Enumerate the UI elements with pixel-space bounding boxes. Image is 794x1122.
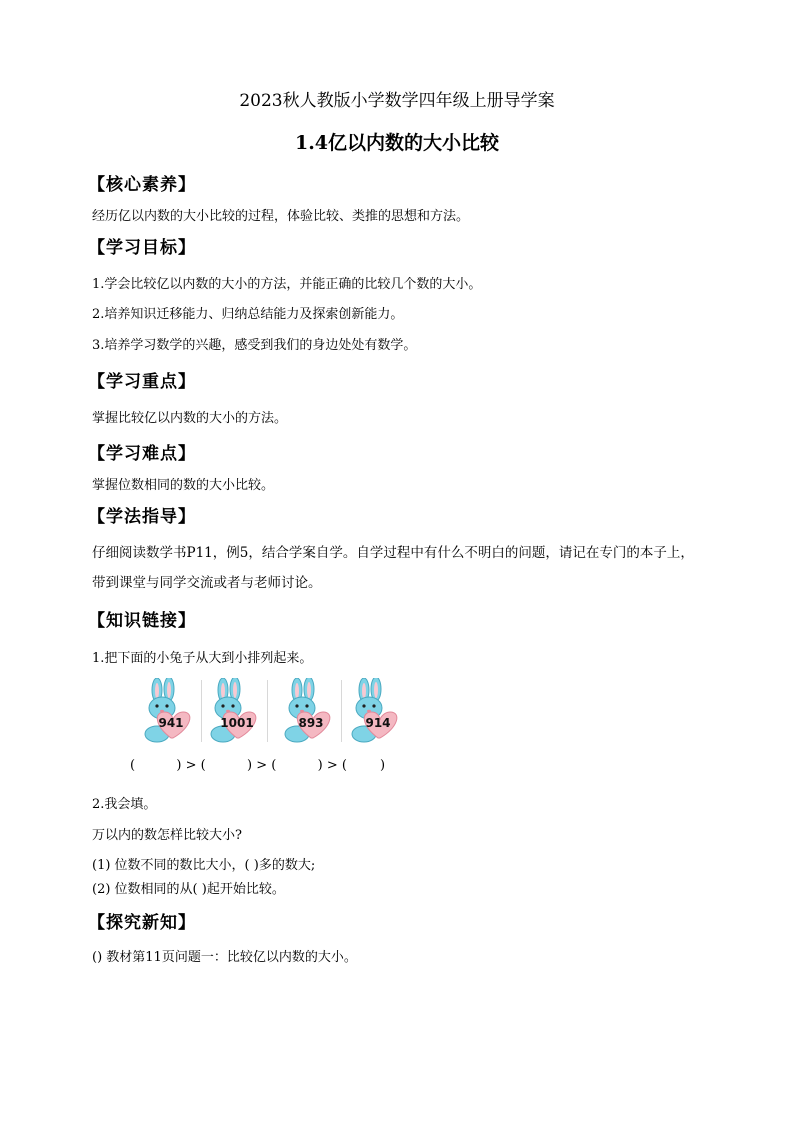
card-divider [267, 680, 268, 742]
ordering-blanks: ( ) > ( ) > ( ) > ( ) [130, 758, 386, 773]
heading-key: 【学习重点】 [88, 372, 196, 392]
bunny-number: 1001 [220, 716, 254, 730]
guide-line: 带到课堂与同学交流或者与老师讨论。 [92, 575, 322, 591]
fill-item: (2) 位数相同的从( )起开始比较。 [92, 882, 285, 897]
heading-difficulty: 【学习难点】 [88, 444, 196, 464]
heading-core: 【核心素养】 [88, 175, 196, 195]
key-text: 掌握比较亿以内数的大小的方法。 [92, 411, 288, 426]
goal-item: 3.培养学习数学的兴趣，感受到我们的身边处处有数学。 [92, 338, 417, 353]
guide-line: 仔细阅读数学书P11，例5，结合学案自学。自学过程中有什么不明白的问题，请记在专门的本子上， [92, 545, 694, 561]
goal-item: 2.培养知识迁移能力、归纳总结能力及探索创新能力。 [92, 307, 404, 322]
bunny-number: 893 [298, 716, 324, 730]
fill-item: (1) 位数不同的数比大小，( )多的数大; [92, 858, 316, 873]
question-1: 1.把下面的小兔子从大到小排列起来。 [92, 651, 313, 666]
bunny-card [135, 678, 197, 744]
bunny-card [342, 678, 404, 744]
bunny-icon [342, 678, 404, 744]
question-2-prompt: 万以内的数怎样比较大小? [92, 828, 242, 843]
heading-explore: 【探究新知】 [88, 913, 196, 933]
bunny-icon [135, 678, 197, 744]
bunny-number: 914 [365, 716, 391, 730]
explore-text: () 教材第11页问题一：比较亿以内数的大小。 [92, 950, 357, 965]
document-title: 2023秋人教版小学数学四年级上册导学案 [239, 91, 555, 111]
heading-goals: 【学习目标】 [88, 238, 196, 258]
bunny-icon [201, 678, 263, 744]
core-text: 经历亿以内数的大小比较的过程，体验比较、类推的思想和方法。 [92, 209, 470, 224]
lesson-title: 1.4亿以内数的大小比较 [294, 132, 500, 154]
bunny-cards [135, 678, 425, 744]
heading-link: 【知识链接】 [88, 611, 196, 631]
bunny-card [275, 678, 337, 744]
question-2: 2.我会填。 [92, 797, 157, 812]
bunny-number: 941 [158, 716, 184, 730]
goal-item: 1.学会比较亿以内数的大小的方法，并能正确的比较几个数的大小。 [92, 277, 482, 292]
bunny-card [201, 678, 263, 744]
bunny-icon [275, 678, 337, 744]
heading-guide: 【学法指导】 [88, 507, 196, 527]
difficulty-text: 掌握位数相同的数的大小比较。 [92, 478, 275, 493]
